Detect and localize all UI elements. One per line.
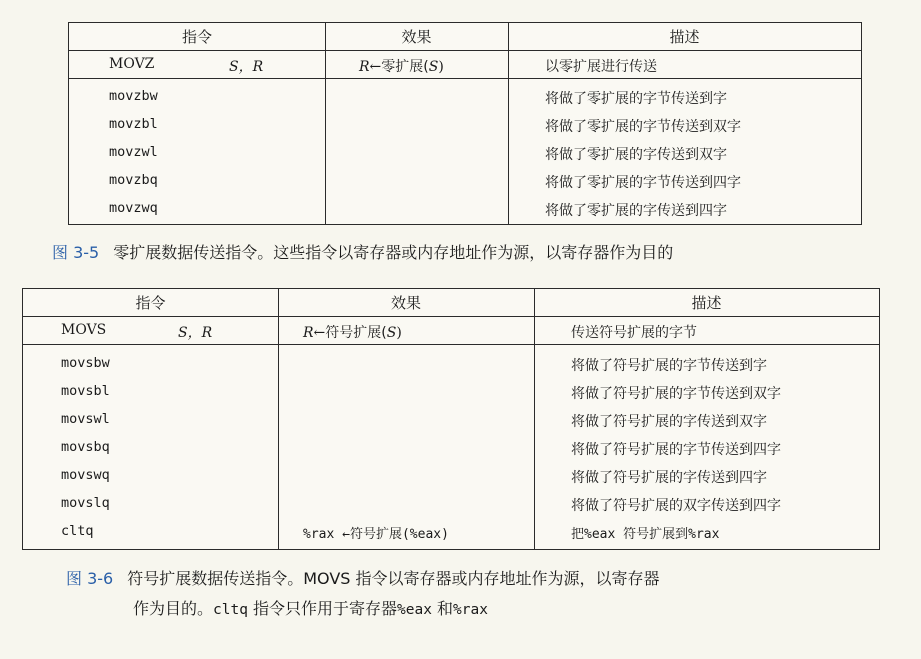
header-effect: 效果 [401, 28, 432, 46]
desc-cell: 将做了符号扩展的字节传送到四字 [571, 442, 781, 458]
main-description: 以零扩展进行传送 [545, 59, 657, 75]
code-rax: %rax [453, 602, 488, 618]
desc-cell: 将做了符号扩展的双字传送到四字 [571, 498, 781, 514]
header-instruction: 指令 [135, 294, 166, 312]
desc-cell: 将做了零扩展的字传送到四字 [545, 203, 727, 219]
caption-line-1: 符号扩展数据传送指令。MOVS 指令以寄存器或内存地址作为源，以寄存器 [127, 569, 660, 588]
instr-cell: movzbq [109, 172, 158, 188]
header-description: 描述 [691, 294, 722, 312]
figure-caption-3-6 [66, 566, 660, 589]
desc-cell: 将做了符号扩展的字节传送到字 [571, 358, 767, 374]
instr-cell: movzbw [109, 88, 158, 104]
zero-extend-table [68, 22, 862, 225]
figure-number: 图 3-5 [52, 243, 100, 262]
main-effect: R←零扩展(S) [359, 59, 444, 75]
instr-cell: movslq [61, 495, 110, 511]
sign-extend-table [22, 288, 880, 550]
main-mnemonic: MOVS [61, 322, 107, 338]
desc-cell: 将做了符号扩展的字节传送到双字 [571, 386, 781, 402]
instr-cell: movsbq [61, 439, 110, 455]
main-effect: R←符号扩展(S) [303, 325, 402, 341]
instr-cell: movzwq [109, 200, 158, 216]
desc-cell: 将做了零扩展的字节传送到双字 [545, 119, 741, 135]
header-instruction: 指令 [181, 28, 212, 46]
figure-caption-3-6-line-2: 作为目的。cltq 指令只作用于寄存器%eax 和%rax [133, 599, 488, 618]
header-effect: 效果 [390, 294, 421, 312]
table-header [23, 289, 879, 317]
instr-cell: movzwl [109, 144, 158, 160]
instr-cell: movsbl [61, 383, 110, 399]
desc-cell: 将做了零扩展的字节传送到字 [545, 91, 727, 107]
instr-cell: movzbl [109, 116, 158, 132]
figure-number: 图 3-6 [66, 569, 114, 588]
table-header [69, 23, 861, 51]
desc-cell: 将做了零扩展的字节传送到四字 [545, 175, 741, 191]
desc-cell: 把%eax 符号扩展到%rax [571, 527, 720, 542]
instr-cell: movswl [61, 411, 110, 427]
figure-caption-3-5 [52, 240, 673, 263]
caption-text: 零扩展数据传送指令。这些指令以寄存器或内存地址作为源，以寄存器作为目的 [113, 243, 674, 262]
effect-cell: %rax ←符号扩展(%eax) [303, 527, 449, 542]
code-cltq: cltq [213, 602, 248, 618]
main-description: 传送符号扩展的字节 [571, 325, 697, 341]
desc-cell: 将做了零扩展的字传送到双字 [545, 147, 727, 163]
main-mnemonic: MOVZ [109, 56, 155, 72]
instr-cell: movsbw [61, 355, 110, 371]
instr-cell: movswq [61, 467, 110, 483]
desc-cell: 将做了符号扩展的字传送到双字 [571, 414, 767, 430]
desc-cell: 将做了符号扩展的字传送到四字 [571, 470, 767, 486]
header-description: 描述 [669, 28, 700, 46]
main-operands: S，R [178, 325, 213, 341]
main-operands: S，R [229, 59, 264, 75]
instr-cell: cltq [61, 523, 94, 539]
code-eax: %eax [397, 602, 432, 618]
